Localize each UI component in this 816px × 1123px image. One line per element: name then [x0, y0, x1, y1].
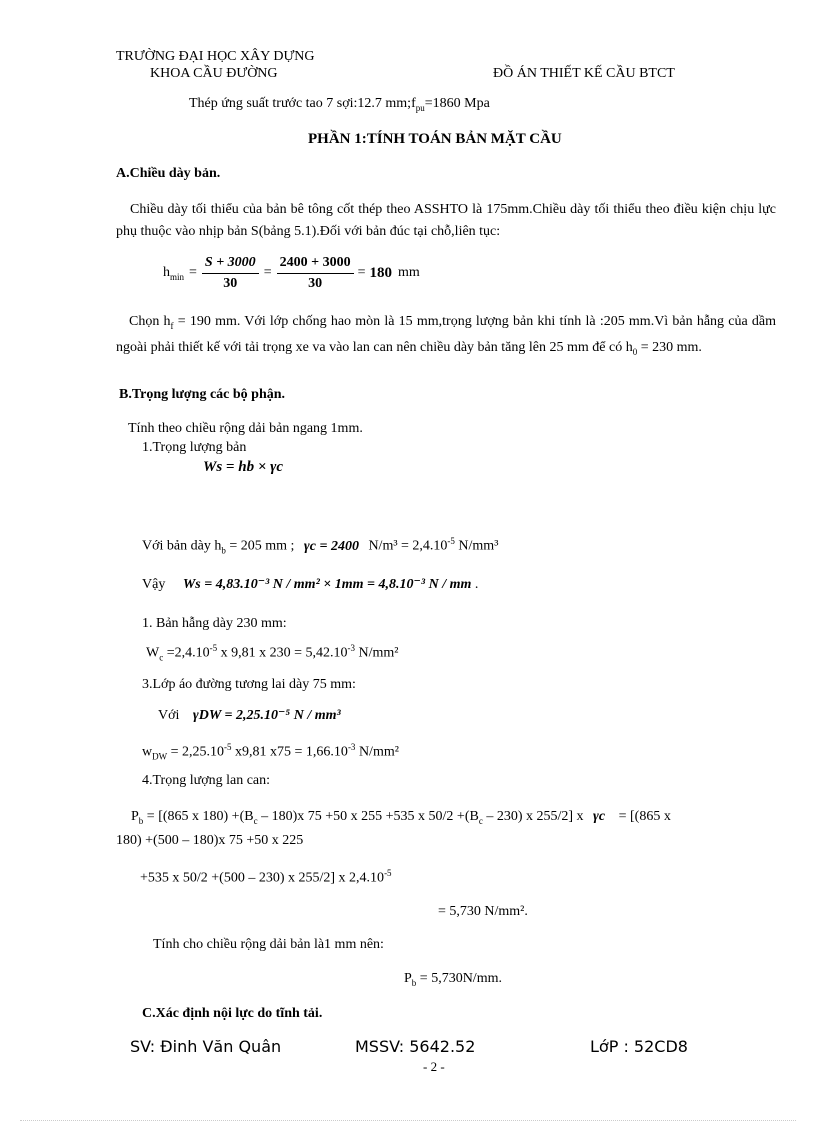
- section-b-title: B.Trọng lượng các bộ phận.: [119, 387, 286, 402]
- section-a-paragraph-1: Chiều dày tối thiểu của bản bê tông cốt thép theo ASSHTO là 175mm.Chiều dày tối thiểu theo điều kiện chịu lực phụ thuộc vào nhịp bản S(bảng 5.1).Đối với bản đúc tại chỗ,liên tục:: [116, 202, 776, 239]
- fraction-1: $\frac{S + 3000}{30}$: [202, 255, 259, 292]
- width-note: Tính cho chiều rộng dải bản là1 mm nên:: [153, 937, 384, 952]
- item-2-title: 1. Bản hẫng dày 230 mm:: [142, 616, 287, 631]
- page-bottom-divider: [20, 1120, 796, 1121]
- item-4-title: 4.Trọng lượng lan can:: [142, 773, 271, 788]
- ws-formula: Ws = hb × γc: [203, 459, 284, 475]
- header-project: ĐỒ ÁN THIẾT KẾ CẦU BTCT: [493, 66, 675, 81]
- footer-class: LớP : 52CD8: [590, 1037, 688, 1056]
- footer-mssv: MSSV: 5642.52: [355, 1037, 476, 1056]
- wdw-line: $w_{DW} = 2,25.10^{-5}$ x9,81 $x75 = 1,66.10^{-3}$ N/mm²: [142, 742, 399, 762]
- section-c-title: C.Xác định nội lực do tĩnh tải.: [142, 1006, 323, 1021]
- part-title: PHẦN 1:TÍNH TOÁN BẢN MẶT CẦU: [308, 131, 562, 147]
- section-a-paragraph-2: Chọn $h_f = 190$ mm. Với lớp chống hao mòn là 15 mm,trọng lượng bản khi tính là :205 mm.Vì bản hẫng của dầm ngoài phải thiết kế với tải trọng xe va vào lan can nên chiều dày bản tăng lên 25 mm để có $h_0 = 230$ mm.: [116, 314, 776, 357]
- item-1-title: 1.Trọng lượng bản: [142, 440, 247, 455]
- pb-line-1: $P_b = [(865$ x $180) +(B_c - 180)x$ 75 +50 x 255 +535 x $50/2 +(B_c - 230)$ x 255/2] x γc = [(865 x: [131, 809, 671, 826]
- item-3-title: 3.Lớp áo đường tương lai dày 75 mm:: [142, 677, 356, 692]
- section-b-intro: Tính theo chiều rộng dải bản ngang 1mm.: [128, 421, 363, 436]
- pb-line-4: = 5,730 N/mm².: [438, 904, 528, 919]
- header-university: TRƯỜNG ĐẠI HỌC XÂY DỰNG: [116, 49, 315, 64]
- hmin-formula: $h_{min}$ = $\frac{S + 3000}{30}$ = $\frac{2400 + 3000}{30}$ = 180 mm: [163, 254, 420, 291]
- header-faculty: KHOA CẦU ĐƯỜNG: [150, 66, 278, 81]
- pb-line-2: 180) +(500 – 180)x 75 +50 x 225: [116, 833, 304, 848]
- section-a-title: A.Chiều dày bản.: [116, 166, 221, 181]
- slab-weight-line: Với bản dày $h_b = 205$ mm ; γc = 2400 $N/m^3 = 2,4.10^{-5}$ N/mm³: [142, 536, 499, 556]
- pb-line-3: +535 x 50/2 +(500 – 230) x 255/2] x $2,4.10^{-5}$: [140, 868, 392, 886]
- page-number: - 2 -: [423, 1059, 445, 1074]
- steel-spec-line: Thép ứng suất trước tao 7 sợi:12.7 $mm;f_{pu}=1860$ Mpa: [189, 96, 490, 113]
- wc-line: $W_c =2,4.10^{-5}$ x 9,81 x $230 = 5,42.10^{-3}$ N/mm²: [146, 643, 399, 663]
- vay-line: Vậy Ws = 4,83.10⁻³ N / mm² × 1mm = 4,8.10⁻³ N / mm .: [142, 577, 479, 592]
- footer-student: SV: Đinh Văn Quân: [130, 1037, 282, 1056]
- pb-final: $P_b = 5,730N/mm$.: [404, 971, 502, 988]
- fraction-2: $\frac{2400 + 3000}{30}$: [277, 255, 354, 292]
- gamma-dw-line: Với γDW = 2,25.10⁻⁵ N / mm³: [158, 708, 341, 723]
